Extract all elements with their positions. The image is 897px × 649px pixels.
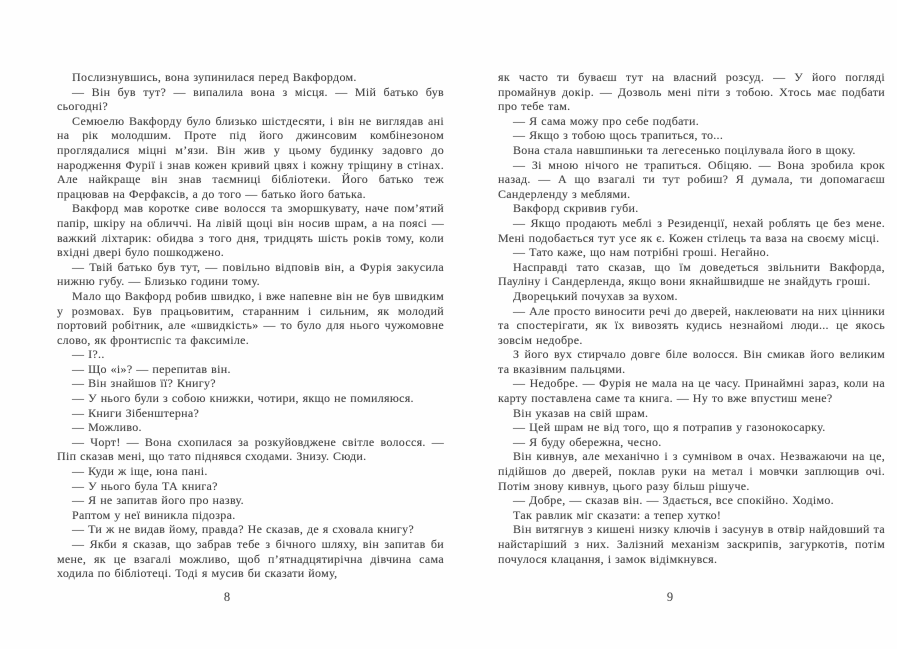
paragraph: — Чорт! — Вона схопилася за розкуйовджене світле волосся. — Піп сказав мені, що тато піднявся сходами. Знизу. Сюди. [57, 434, 444, 464]
book-page-left [57, 0, 444, 649]
paragraph: Вакфорд мав коротке сиве волосся та зморшкувату, наче пом’ятий папір, шкіру на обличчі. На лівій щоці він носив шрам, а на поясі — важкий ліхтарик: обидва з того дня, тридцять шість років тому, коли вхідні двері було пошкоджено. [57, 201, 444, 260]
page-text-right [498, 70, 885, 566]
paragraph: Він витягнув з кишені низку ключів і засунув в отвір найдовший та найстаріший з них. Залізний механізм заскрипів, загуркотів, потім почулося клацання, і замок відімкнувся. [498, 522, 885, 566]
paragraph: — Зі мною нічого не трапиться. Обіцяю. — Вона зробила крок назад. — А що взагалі ти тут робиш? Я думала, ти допомагаєш Сандерленду з меблями. [498, 157, 885, 201]
paragraph: — Куди ж іще, юна пані. [72, 464, 208, 479]
paragraph: Раптом у неї виникла підозра. [72, 507, 236, 522]
paragraph: — У нього були з собою книжки, чотири, якщо не помиляюся. [72, 391, 414, 406]
paragraph: — Якщо продають меблі з Резиденції, нехай роблять це без мене. Мені подобається тут усе як є. Кожен стілець та ваза на своєму місці. [498, 215, 885, 245]
paragraph: Дворецький почухав за вухом. [513, 288, 678, 303]
paragraph: Мало що Вакфорд робив швидко, і вже напевне він не був швидким у розмовах. Був працьовитим, старанним і сильним, як молодий портовий робітник, але «швидкість» — то було для нього чужомовне слово, як фронтиспіс та факсиміле. [57, 288, 444, 347]
paragraph: Він кивнув, але механічно і з сумнівом в очах. Незважаючи на це, підійшов до дверей, поклав руки на метал і мовчки заплющив очі. Потім знову кивнув, цього разу більш рішуче. [498, 449, 885, 493]
paragraph: — Він був тут? — випалила вона з місця. — Мій батько був сьогодні? [57, 84, 444, 114]
paragraph: Семюелю Вакфорду було близько шістдесяти, і він не виглядав ані на рік молодшим. Проте під його джинсовим комбінезоном проглядалися міцні м’язи. Він жив у цьому будинку задовго до народження Фурії і знав кожен кривий цвях і кожну тріщину в стінах. Але найкраще він знав таємниці бібліотеки. Його батько теж працював на Ферфаксів, а до того — батько його батька. [57, 113, 444, 201]
paragraph: Він указав на свій шрам. [513, 405, 649, 420]
book-page-right [498, 0, 885, 649]
paragraph: як часто ти буваєш тут на власний розсуд. — У його погляді промайнув докір. — Дозволь мені піти з тобою. Хтось має подбати про тебе там. [498, 70, 885, 114]
paragraph: Вакфорд скривив губи. [513, 201, 639, 216]
paragraph: — Добре, — сказав він. — Здається, все спокійно. Ходімо. [513, 493, 834, 508]
paragraph: — Твій батько був тут, — повільно відповів він, а Фурія закусила нижню губу. — Близько години тому. [57, 259, 444, 289]
page-text-left [57, 70, 444, 581]
paragraph: — Тато каже, що нам потрібні гроші. Негайно. [513, 245, 770, 260]
paragraph: — Я не запитав його про назву. [72, 493, 244, 508]
paragraph: З його вух стирчало довге біле волосся. Він смикав його великим та вказівним пальцями. [498, 347, 885, 376]
paragraph: — Я сама можу про себе подбати. [513, 113, 699, 128]
paragraph: — Цей шрам не від того, що я потрапив у газонокосарку. [513, 420, 826, 435]
paragraph: Послизнувшись, вона зупинилася перед Вакфордом. [72, 70, 357, 84]
paragraph: — Недобре. — Фурія не мала на це часу. Принаймні зараз, коли на карту поставлена саме та книга. — Ну то вже впустиш мене? [498, 376, 885, 406]
paragraph: — Ти ж не видав йому, правда? Не сказав, де я сховала книгу? [72, 522, 414, 537]
paragraph: Так равлик міг сказати: а тепер хутко! [513, 507, 722, 522]
page-number-left: 8 [223, 590, 231, 604]
paragraph: — Він знайшов її? Книгу? [72, 376, 216, 391]
page-number-right: 9 [666, 590, 674, 604]
paragraph: — Можливо. [72, 420, 142, 435]
paragraph: — Я буду обережна, чесно. [513, 434, 662, 449]
paragraph: — І?.. [72, 347, 105, 362]
paragraph: Насправді тато сказав, що їм доведеться звільнити Вакфорда, Пауліну і Сандерленда, якщо вони якнайшвидше не знайдуть гроші. [498, 259, 885, 289]
paragraph: — Але просто виносити речі до дверей, наклеювати на них цінники та спостерігати, як їх вивозять кудись незнайомі люди... це якось зовсім недобре. [498, 303, 885, 347]
paragraph: — Що «і»? — перепитав він. [72, 361, 231, 376]
paragraph: Вона стала навшпиньки та легесенько поцілувала його в щоку. [513, 142, 856, 157]
paragraph: — Якби я сказав, що забрав тебе з бічного шляху, він запитав би мене, як це взагалі можливо, щоб п’ятнадцятирічна дівчина сама ходила по бібліотеці. Тоді я мусив би сказати йому, [57, 537, 444, 581]
paragraph: — Якщо з тобою щось трапиться, то... [513, 128, 724, 143]
paragraph: — У нього була ТА книга? [72, 478, 218, 493]
paragraph: — Книги Зібенштерна? [72, 405, 200, 420]
